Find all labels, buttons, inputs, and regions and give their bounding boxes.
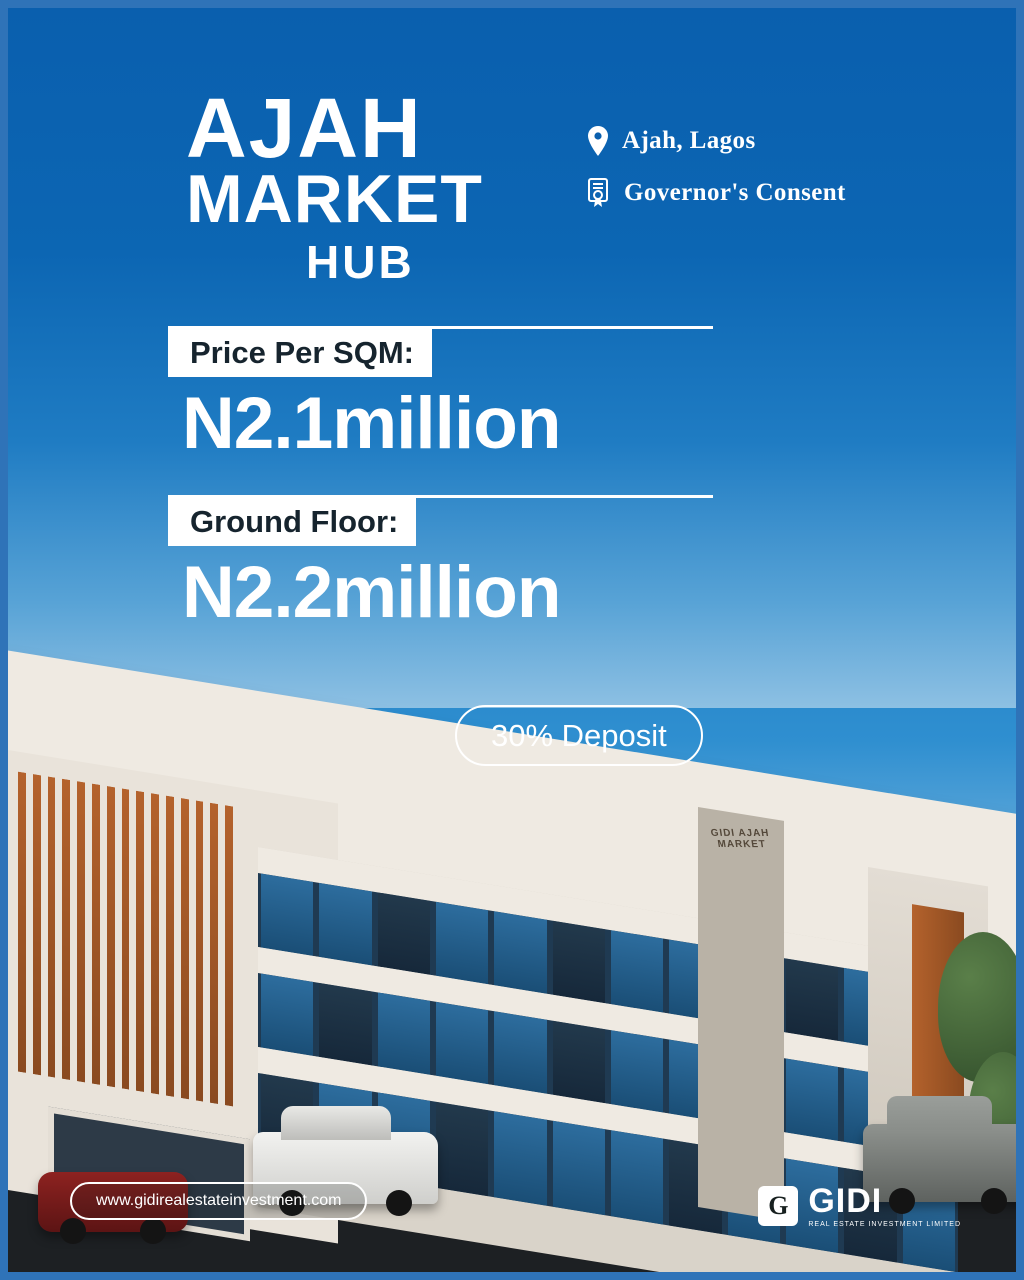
certificate-icon: [586, 178, 612, 208]
price-block-sqm: [168, 326, 713, 464]
headline-line-2: MARKET: [186, 160, 483, 237]
price-amount-ground-floor: N2.2million: [182, 552, 561, 633]
price-amount-sqm: N2.1million: [182, 383, 561, 464]
meta-item-location: [586, 126, 846, 156]
building-sign: GIDI AJAH MARKET: [710, 827, 771, 851]
headline-line-3: HUB: [306, 236, 415, 289]
deposit-badge: 30% Deposit: [455, 705, 703, 766]
location-pin-icon: [586, 126, 610, 156]
price-block-ground-floor: [168, 495, 713, 633]
price-label-ground-floor: Ground Floor:: [168, 498, 416, 546]
headline: [186, 81, 606, 289]
logo-text: [808, 1184, 961, 1228]
meta-list: [586, 126, 846, 230]
logo-mark-icon: G: [758, 1186, 798, 1226]
meta-item-title: [586, 178, 846, 208]
brand-logo: [758, 1184, 961, 1228]
meta-item-title-label: Governor's Consent: [624, 179, 846, 206]
price-label-sqm: Price Per SQM:: [168, 329, 432, 377]
website-badge[interactable]: www.gidirealestateinvestment.com: [70, 1182, 367, 1220]
timber-louvers: [18, 772, 233, 1107]
headline-line-1: AJAH: [186, 81, 423, 175]
meta-item-location-label: Ajah, Lagos: [622, 127, 756, 154]
poster-artboard: [8, 8, 1016, 1272]
entrance-tower: [698, 807, 784, 1221]
logo-name: GIDI: [808, 1182, 883, 1220]
logo-tagline: REAL ESTATE INVESTMENT LIMITED: [808, 1221, 961, 1228]
